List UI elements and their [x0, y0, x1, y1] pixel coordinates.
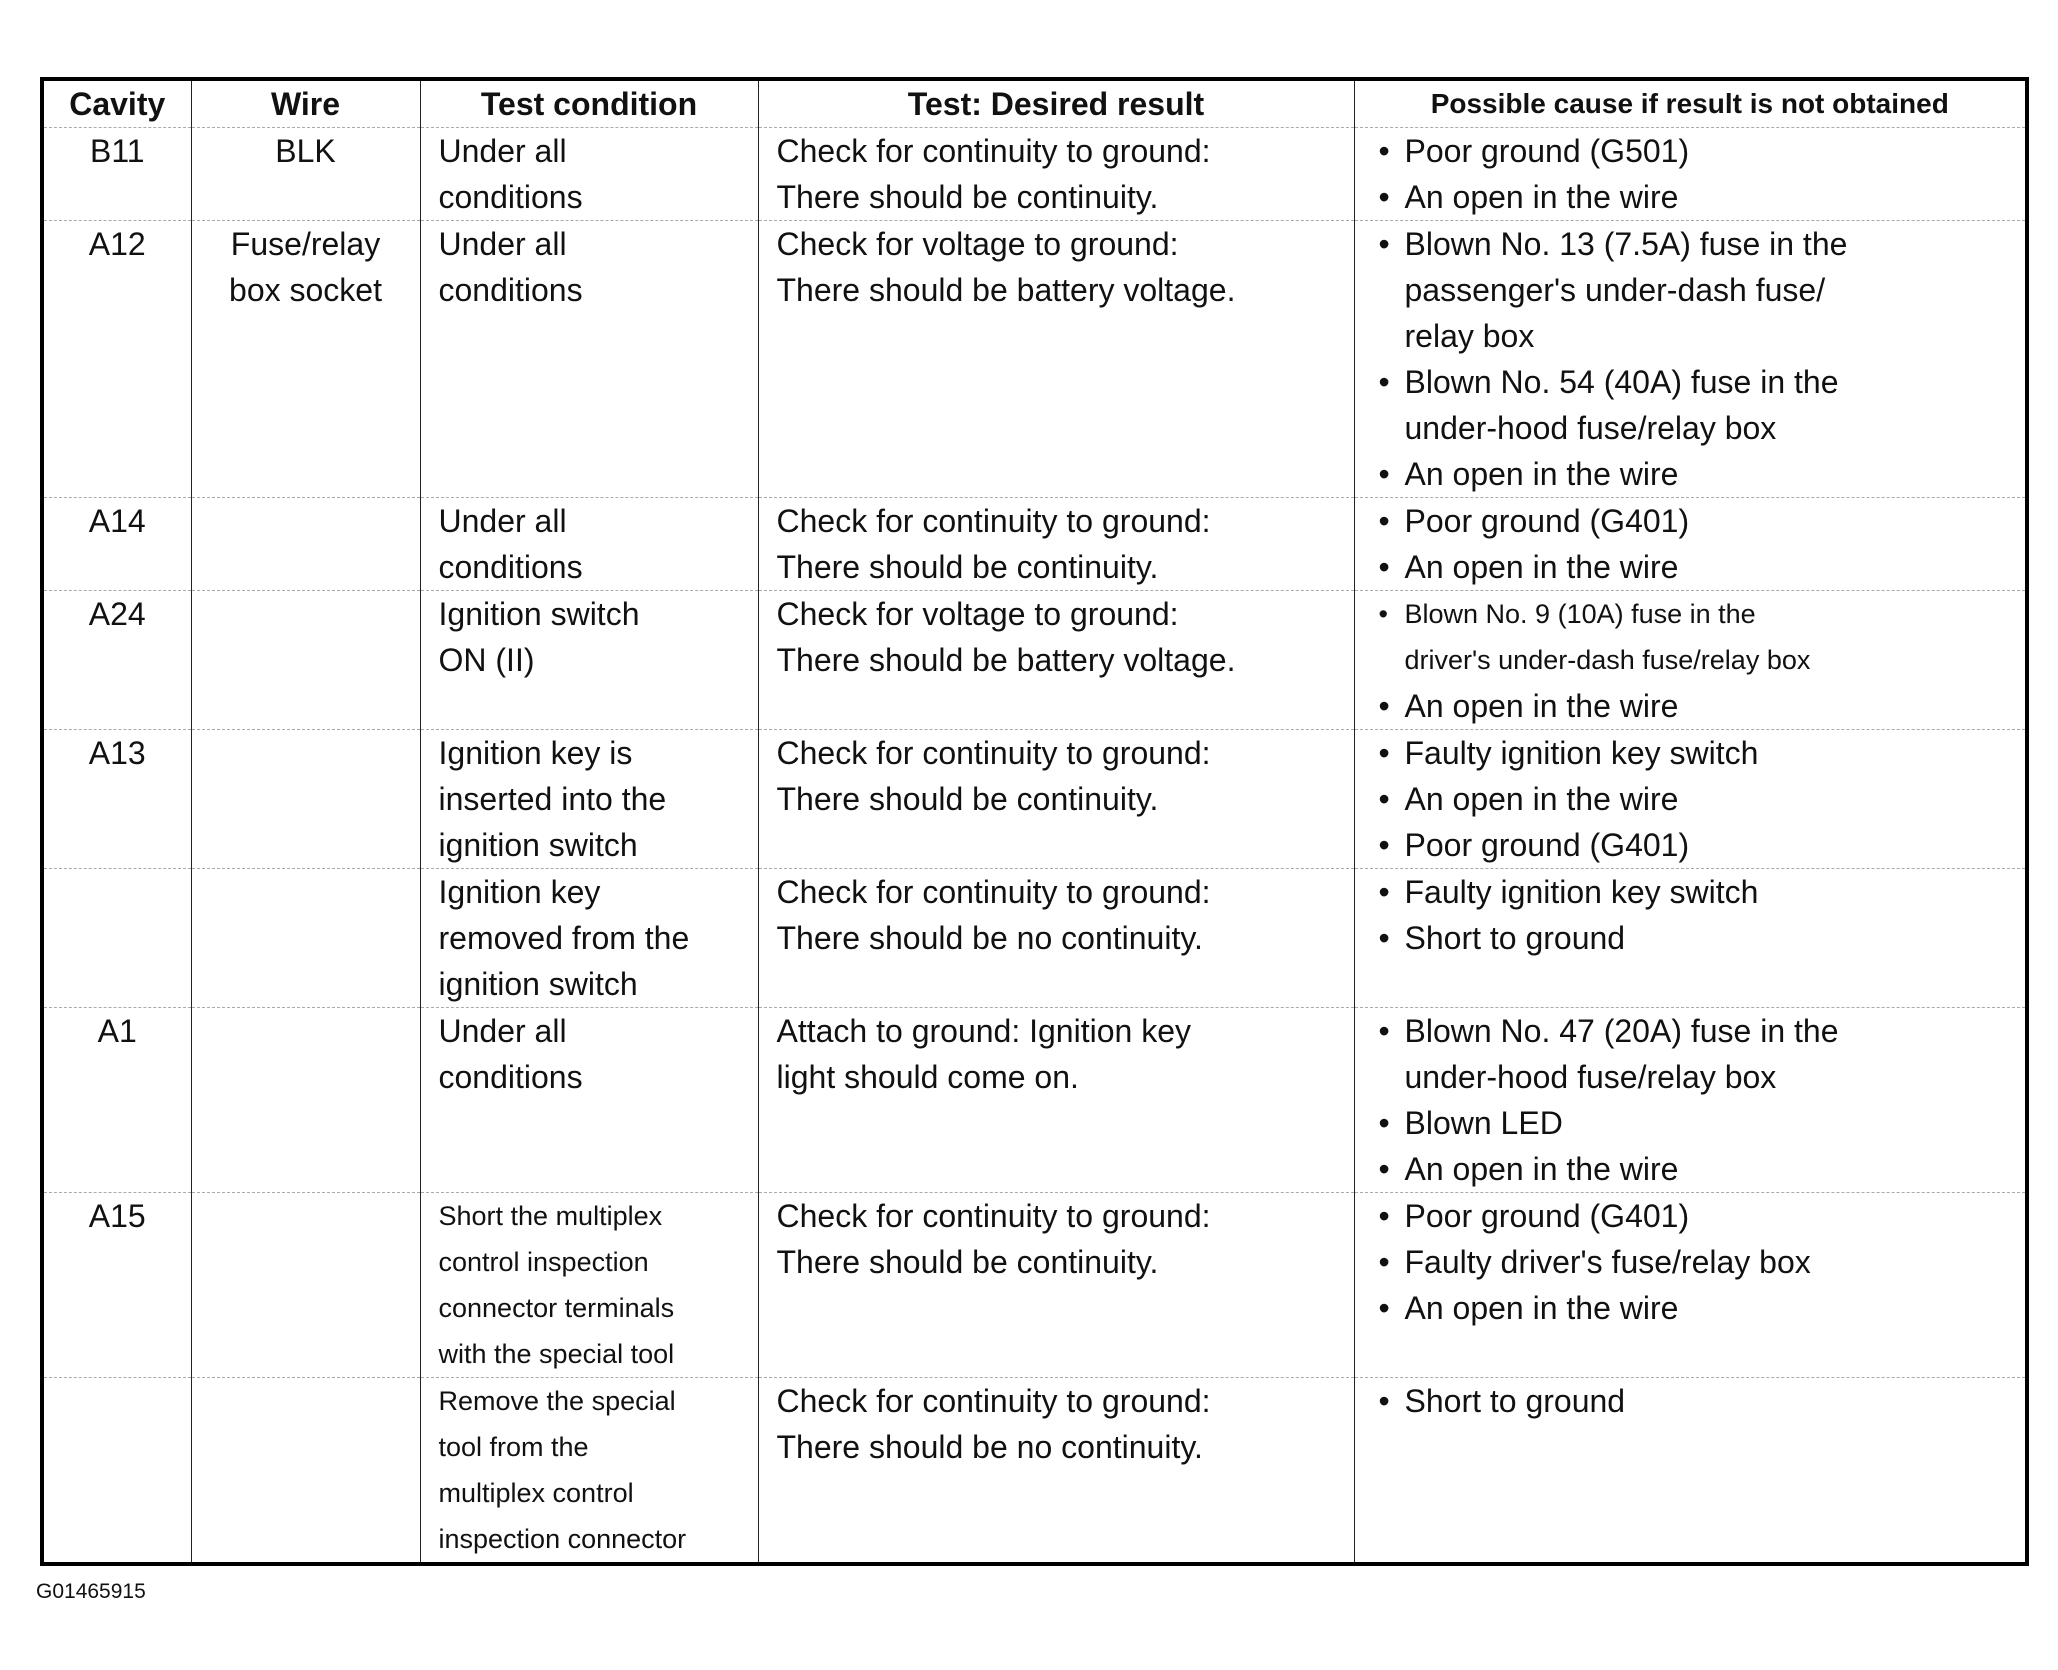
wire-cell — [191, 1193, 420, 1378]
result-line: There should be no continuity. — [776, 920, 1203, 956]
result-line: Attach to ground: Ignition key — [776, 1013, 1191, 1049]
diagnostic-test-table — [40, 77, 2029, 1566]
condition-line: control inspection — [438, 1247, 649, 1277]
wire-cell — [191, 1378, 420, 1565]
cause-bullet-item: • An open in the wire — [1373, 544, 2026, 590]
cause-bullet-item: • An open in the wire — [1373, 683, 2026, 729]
wire-cell — [191, 1008, 420, 1193]
header-cavity: Cavity — [42, 79, 191, 128]
condition-line: Ignition key is — [438, 735, 633, 771]
header-test-condition: Test condition — [420, 79, 758, 128]
condition-line: multiplex control — [438, 1478, 634, 1508]
condition-line: conditions — [438, 549, 583, 585]
cause-cell — [1354, 1193, 2027, 1378]
cause-bullet-item: • Poor ground (G501) — [1373, 128, 2026, 174]
cause-bullet-item: • Faulty driver's fuse/relay box — [1373, 1239, 2026, 1285]
condition-line: ignition switch — [438, 827, 638, 863]
condition-line: Remove the special — [438, 1386, 676, 1416]
cause-continuation: under-hood fuse/relay box — [1404, 410, 1777, 446]
condition-line: Under all — [438, 503, 567, 539]
result-line: There should be continuity. — [776, 781, 1159, 817]
result-cell — [758, 1378, 1354, 1565]
header-desired-result: Test: Desired result — [758, 79, 1354, 128]
table-row — [42, 730, 2027, 869]
result-line: light should come on. — [776, 1059, 1079, 1095]
wire-cell — [191, 730, 420, 869]
result-line: Check for continuity to ground: — [776, 133, 1211, 169]
wire-text: Fuse/relay — [230, 226, 381, 262]
cause-continuation: passenger's under-dash fuse/ — [1404, 272, 1826, 308]
table-row — [42, 221, 2027, 498]
table-row — [42, 591, 2027, 730]
cause-bullet-item: • Blown No. 9 (10A) fuse in the — [1373, 591, 2026, 637]
result-line: There should be no continuity. — [776, 1429, 1203, 1465]
cavity-cell — [42, 591, 191, 730]
condition-line: ignition switch — [438, 966, 638, 1002]
condition-cell — [420, 591, 758, 730]
cause-bullet-item: • Short to ground — [1373, 1378, 2026, 1424]
wire-cell — [191, 128, 420, 221]
cavity-cell — [42, 221, 191, 498]
cause-cell — [1354, 1008, 2027, 1193]
result-line: There should be continuity. — [776, 1244, 1159, 1280]
condition-cell — [420, 1008, 758, 1193]
cavity-cell — [42, 1008, 191, 1193]
cause-cell — [1354, 128, 2027, 221]
cavity-cell — [42, 1193, 191, 1378]
cavity-text: A13 — [88, 735, 146, 771]
header-wire: Wire — [191, 79, 420, 128]
result-line: Check for continuity to ground: — [776, 874, 1211, 910]
cause-cell — [1354, 591, 2027, 730]
cause-bullet-item: • Faulty ignition key switch — [1373, 730, 2026, 776]
result-line: Check for continuity to ground: — [776, 735, 1211, 771]
condition-line: removed from the — [438, 920, 690, 956]
table-row — [42, 869, 2027, 1008]
condition-line: tool from the — [438, 1432, 589, 1462]
cause-bullet-item: • An open in the wire — [1373, 776, 2026, 822]
condition-line: conditions — [438, 272, 583, 308]
cause-bullet-item: • Poor ground (G401) — [1373, 822, 2026, 868]
result-cell — [758, 1193, 1354, 1378]
wire-cell — [191, 498, 420, 591]
result-cell — [758, 221, 1354, 498]
result-line: Check for voltage to ground: — [776, 596, 1179, 632]
condition-cell — [420, 498, 758, 591]
cavity-text: A15 — [88, 1198, 146, 1234]
result-cell — [758, 498, 1354, 591]
condition-cell — [420, 221, 758, 498]
cavity-text: A1 — [97, 1013, 137, 1049]
figure-id: G01465915 — [36, 1580, 146, 1603]
condition-line: inspection connector — [438, 1524, 687, 1554]
condition-line: Under all — [438, 133, 567, 169]
condition-line: connector terminals — [438, 1293, 675, 1323]
result-line: There should be battery voltage. — [776, 272, 1236, 308]
cavity-cell — [42, 869, 191, 1008]
cavity-cell — [42, 498, 191, 591]
cause-cell — [1354, 1378, 2027, 1565]
result-cell — [758, 1008, 1354, 1193]
table-row — [42, 1193, 2027, 1378]
cause-bullet-item: • An open in the wire — [1373, 174, 2026, 220]
condition-cell — [420, 1378, 758, 1565]
condition-line: conditions — [438, 179, 583, 215]
condition-line: Under all — [438, 1013, 567, 1049]
cause-bullet-item: • An open in the wire — [1373, 451, 2026, 497]
result-cell — [758, 128, 1354, 221]
condition-cell — [420, 128, 758, 221]
cause-bullet-item: • Poor ground (G401) — [1373, 1193, 2026, 1239]
result-cell — [758, 869, 1354, 1008]
condition-line: Short the multiplex — [438, 1201, 663, 1231]
cause-cell — [1354, 869, 2027, 1008]
wire-text: box socket — [229, 272, 382, 308]
cause-bullet-item: • Blown LED — [1373, 1100, 2026, 1146]
condition-line: with the special tool — [438, 1339, 675, 1369]
condition-line: Ignition switch — [438, 596, 640, 632]
condition-line: Under all — [438, 226, 567, 262]
header-row — [42, 79, 2027, 128]
result-cell — [758, 730, 1354, 869]
cavity-text: A24 — [88, 596, 146, 632]
cause-bullet-item: • An open in the wire — [1373, 1146, 2026, 1192]
condition-cell — [420, 1193, 758, 1378]
condition-line: inserted into the — [438, 781, 667, 817]
result-line: Check for continuity to ground: — [776, 1383, 1211, 1419]
cause-bullet-item: • An open in the wire — [1373, 1285, 2026, 1331]
cavity-cell — [42, 128, 191, 221]
cause-bullet-item: • Poor ground (G401) — [1373, 498, 2026, 544]
result-line: There should be continuity. — [776, 179, 1159, 215]
cavity-text: B11 — [89, 133, 145, 169]
cause-bullet-item: • Blown No. 54 (40A) fuse in the — [1373, 359, 2026, 405]
wire-text: BLK — [275, 133, 336, 169]
cavity-cell — [42, 730, 191, 869]
result-cell — [758, 591, 1354, 730]
condition-line: ON (II) — [438, 642, 535, 678]
condition-line: Ignition key — [438, 874, 601, 910]
condition-cell — [420, 869, 758, 1008]
wire-cell — [191, 221, 420, 498]
result-line: Check for continuity to ground: — [776, 503, 1211, 539]
result-line: Check for continuity to ground: — [776, 1198, 1211, 1234]
cavity-cell — [42, 1378, 191, 1565]
header-possible-cause: Possible cause if result is not obtained — [1354, 79, 2027, 128]
result-line: There should be continuity. — [776, 549, 1159, 585]
cause-bullet-item: • Faulty ignition key switch — [1373, 869, 2026, 915]
cause-bullet-item: • Blown No. 47 (20A) fuse in the — [1373, 1008, 2026, 1054]
cavity-text: A14 — [88, 503, 146, 539]
condition-line: conditions — [438, 1059, 583, 1095]
cavity-text: A12 — [88, 226, 146, 262]
cause-bullet-item: • Blown No. 13 (7.5A) fuse in the — [1373, 221, 2026, 267]
condition-cell — [420, 730, 758, 869]
cause-continuation: relay box — [1404, 318, 1535, 354]
table-row — [42, 1378, 2027, 1565]
cause-continuation: driver's under-dash fuse/relay box — [1404, 645, 1811, 675]
wire-cell — [191, 591, 420, 730]
table-row — [42, 498, 2027, 591]
cause-cell — [1354, 730, 2027, 869]
cause-cell — [1354, 221, 2027, 498]
table-row — [42, 128, 2027, 221]
wire-cell — [191, 869, 420, 1008]
cause-cell — [1354, 498, 2027, 591]
result-line: There should be battery voltage. — [776, 642, 1236, 678]
result-line: Check for voltage to ground: — [776, 226, 1179, 262]
cause-continuation: under-hood fuse/relay box — [1404, 1059, 1777, 1095]
table-row — [42, 1008, 2027, 1193]
cause-bullet-item: • Short to ground — [1373, 915, 2026, 961]
